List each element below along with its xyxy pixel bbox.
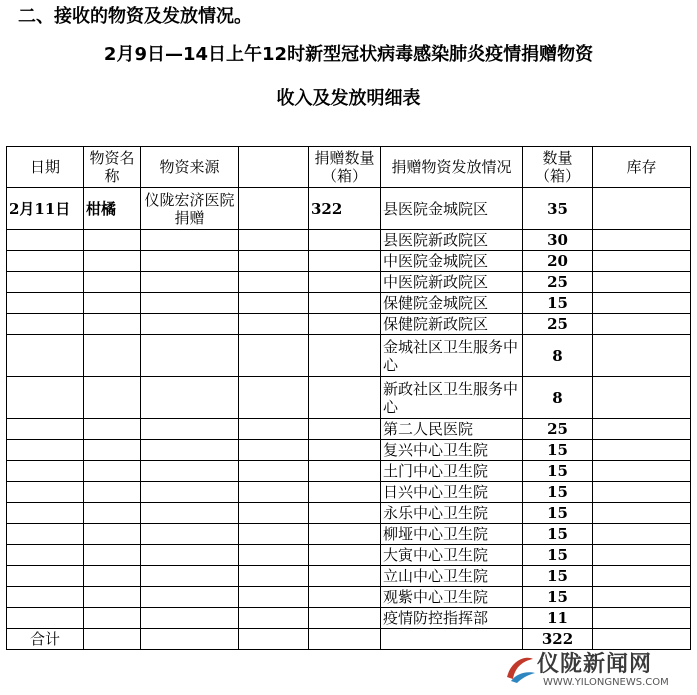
cell-blank bbox=[239, 335, 309, 377]
table-row bbox=[7, 377, 691, 419]
cell-donated bbox=[309, 314, 381, 335]
cell-source bbox=[141, 272, 239, 293]
table-row bbox=[7, 440, 691, 461]
cell-donated bbox=[309, 419, 381, 440]
cell-stock bbox=[593, 503, 691, 524]
header-row bbox=[7, 147, 691, 188]
cell-dest: 大寅中心卫生院 bbox=[381, 545, 523, 566]
cell-date bbox=[7, 314, 84, 335]
cell-donated bbox=[309, 377, 381, 419]
cell-stock bbox=[593, 608, 691, 629]
cell-date bbox=[7, 524, 84, 545]
cell-blank bbox=[239, 545, 309, 566]
cell-blank bbox=[239, 230, 309, 251]
cell-stock bbox=[593, 188, 691, 230]
cell-stock bbox=[593, 251, 691, 272]
cell-stock bbox=[593, 377, 691, 419]
cell-stock bbox=[593, 335, 691, 377]
header-date: 日期 bbox=[7, 147, 84, 188]
cell-item bbox=[84, 440, 141, 461]
cell-donated bbox=[309, 524, 381, 545]
cell-blank bbox=[239, 293, 309, 314]
cell-date bbox=[7, 587, 84, 608]
cell-blank bbox=[239, 587, 309, 608]
cell-qty: 30 bbox=[523, 230, 593, 251]
cell-blank bbox=[239, 188, 309, 230]
cell-dest: 复兴中心卫生院 bbox=[381, 440, 523, 461]
cell-blank bbox=[239, 419, 309, 440]
cell-blank bbox=[239, 503, 309, 524]
cell-stock bbox=[593, 440, 691, 461]
cell-source bbox=[141, 293, 239, 314]
cell-qty: 15 bbox=[523, 587, 593, 608]
cell-blank bbox=[239, 251, 309, 272]
cell-source bbox=[141, 503, 239, 524]
cell-dest: 保健院新政院区 bbox=[381, 314, 523, 335]
cell-date bbox=[7, 335, 84, 377]
cell-item bbox=[84, 524, 141, 545]
cell-item bbox=[84, 251, 141, 272]
table-row bbox=[7, 461, 691, 482]
cell-donated bbox=[309, 545, 381, 566]
cell-date bbox=[7, 503, 84, 524]
cell-date bbox=[7, 251, 84, 272]
cell-date bbox=[7, 377, 84, 419]
cell-source bbox=[141, 524, 239, 545]
cell-dest: 县医院金城院区 bbox=[381, 188, 523, 230]
cell-stock bbox=[593, 293, 691, 314]
cell-item bbox=[84, 230, 141, 251]
cell-item bbox=[84, 545, 141, 566]
table-row bbox=[7, 524, 691, 545]
cell-item bbox=[84, 461, 141, 482]
total-qty: 322 bbox=[523, 629, 593, 650]
cell-blank bbox=[239, 314, 309, 335]
cell-qty: 15 bbox=[523, 461, 593, 482]
cell-qty: 11 bbox=[523, 608, 593, 629]
cell-qty: 8 bbox=[523, 377, 593, 419]
cell-source: 仪陇宏济医院捐赠 bbox=[141, 188, 239, 230]
cell-blank bbox=[239, 440, 309, 461]
cell-source bbox=[141, 251, 239, 272]
watermark bbox=[503, 647, 693, 691]
cell-stock bbox=[593, 419, 691, 440]
cell-stock bbox=[593, 545, 691, 566]
cell-item bbox=[84, 608, 141, 629]
cell-dest: 观紫中心卫生院 bbox=[381, 587, 523, 608]
cell-source bbox=[141, 461, 239, 482]
table-row bbox=[7, 482, 691, 503]
cell-qty: 20 bbox=[523, 251, 593, 272]
cell-source bbox=[141, 545, 239, 566]
cell-stock bbox=[593, 566, 691, 587]
section-heading: 二、接收的物资及发放情况。 bbox=[18, 6, 252, 27]
table-row bbox=[7, 587, 691, 608]
cell-dest: 新政社区卫生服务中心 bbox=[381, 377, 523, 419]
table-row bbox=[7, 314, 691, 335]
cell-date bbox=[7, 419, 84, 440]
cell-stock bbox=[593, 314, 691, 335]
cell-stock bbox=[593, 587, 691, 608]
cell-donated bbox=[309, 440, 381, 461]
cell-dest: 立山中心卫生院 bbox=[381, 566, 523, 587]
cell-donated bbox=[309, 587, 381, 608]
table-row bbox=[7, 335, 691, 377]
cell-item bbox=[84, 293, 141, 314]
cell-donated: 322 bbox=[309, 188, 381, 230]
cell-dest: 中医院新政院区 bbox=[381, 272, 523, 293]
cell-source bbox=[141, 482, 239, 503]
cell-source bbox=[141, 608, 239, 629]
cell-donated bbox=[309, 482, 381, 503]
cell-date: 2月11日 bbox=[7, 188, 84, 230]
cell-source bbox=[141, 335, 239, 377]
cell-stock bbox=[593, 461, 691, 482]
cell-item bbox=[84, 377, 141, 419]
cell-blank bbox=[239, 524, 309, 545]
header-stock: 库存 bbox=[593, 147, 691, 188]
cell-stock bbox=[593, 230, 691, 251]
cell-item bbox=[84, 629, 141, 650]
cell-qty: 15 bbox=[523, 440, 593, 461]
cell-source bbox=[141, 566, 239, 587]
cell-donated bbox=[309, 230, 381, 251]
cell-qty: 15 bbox=[523, 566, 593, 587]
cell-qty: 25 bbox=[523, 314, 593, 335]
donation-table bbox=[6, 146, 691, 650]
cell-dest: 县医院新政院区 bbox=[381, 230, 523, 251]
table-row bbox=[7, 608, 691, 629]
cell-source bbox=[141, 587, 239, 608]
cell-dest bbox=[381, 629, 523, 650]
watermark-url: WWW.YILONGNEWS.COM bbox=[543, 677, 669, 688]
header-qty: 数量（箱） bbox=[523, 147, 593, 188]
cell-source bbox=[141, 629, 239, 650]
table-row bbox=[7, 230, 691, 251]
cell-item bbox=[84, 503, 141, 524]
cell-source bbox=[141, 314, 239, 335]
cell-date bbox=[7, 545, 84, 566]
cell-qty: 25 bbox=[523, 272, 593, 293]
cell-date bbox=[7, 230, 84, 251]
table-title-line1: 2月9日—14日上午12时新型冠状病毒感染肺炎疫情捐赠物资 bbox=[103, 44, 594, 65]
cell-date bbox=[7, 608, 84, 629]
cell-blank bbox=[239, 377, 309, 419]
cell-donated bbox=[309, 461, 381, 482]
total-label: 合计 bbox=[7, 629, 84, 650]
header-source: 物资来源 bbox=[141, 147, 239, 188]
cell-stock bbox=[593, 482, 691, 503]
cell-source bbox=[141, 419, 239, 440]
cell-date bbox=[7, 272, 84, 293]
cell-date bbox=[7, 566, 84, 587]
header-item-name: 物资名称 bbox=[84, 147, 141, 188]
table-row bbox=[7, 293, 691, 314]
header-donated-qty: 捐赠数量（箱） bbox=[309, 147, 381, 188]
cell-donated bbox=[309, 629, 381, 650]
cell-dest: 疫情防控指挥部 bbox=[381, 608, 523, 629]
cell-donated bbox=[309, 608, 381, 629]
cell-blank bbox=[239, 608, 309, 629]
cell-qty: 15 bbox=[523, 545, 593, 566]
table-title-line2: 收入及发放明细表 bbox=[276, 88, 421, 109]
cell-dest: 第二人民医院 bbox=[381, 419, 523, 440]
cell-blank bbox=[239, 461, 309, 482]
cell-date bbox=[7, 461, 84, 482]
cell-qty: 15 bbox=[523, 293, 593, 314]
table-row bbox=[7, 272, 691, 293]
cell-item bbox=[84, 314, 141, 335]
cell-item bbox=[84, 272, 141, 293]
header-distribution: 捐赠物资发放情况 bbox=[381, 147, 523, 188]
header-blank bbox=[239, 147, 309, 188]
cell-dest: 日兴中心卫生院 bbox=[381, 482, 523, 503]
cell-dest: 土门中心卫生院 bbox=[381, 461, 523, 482]
cell-source bbox=[141, 230, 239, 251]
cell-item bbox=[84, 335, 141, 377]
cell-stock bbox=[593, 524, 691, 545]
cell-donated bbox=[309, 503, 381, 524]
watermark-name: 仪陇新闻网 bbox=[537, 652, 653, 677]
cell-date bbox=[7, 482, 84, 503]
cell-donated bbox=[309, 272, 381, 293]
cell-blank bbox=[239, 482, 309, 503]
cell-dest: 保健院金城院区 bbox=[381, 293, 523, 314]
cell-donated bbox=[309, 251, 381, 272]
cell-source bbox=[141, 377, 239, 419]
table-row bbox=[7, 503, 691, 524]
cell-blank bbox=[239, 566, 309, 587]
cell-item bbox=[84, 566, 141, 587]
cell-donated bbox=[309, 293, 381, 314]
cell-qty: 15 bbox=[523, 482, 593, 503]
cell-stock bbox=[593, 272, 691, 293]
cell-dest: 永乐中心卫生院 bbox=[381, 503, 523, 524]
table-row bbox=[7, 545, 691, 566]
cell-date bbox=[7, 293, 84, 314]
cell-dest: 金城社区卫生服务中心 bbox=[381, 335, 523, 377]
cell-date bbox=[7, 440, 84, 461]
cell-qty: 15 bbox=[523, 524, 593, 545]
cell-donated bbox=[309, 335, 381, 377]
table-row bbox=[7, 419, 691, 440]
cell-item bbox=[84, 419, 141, 440]
cell-blank bbox=[239, 272, 309, 293]
cell-item bbox=[84, 482, 141, 503]
table-row bbox=[7, 566, 691, 587]
cell-item: 柑橘 bbox=[84, 188, 141, 230]
cell-qty: 35 bbox=[523, 188, 593, 230]
site-logo-icon bbox=[503, 651, 537, 685]
table-row bbox=[7, 188, 691, 230]
cell-item bbox=[84, 587, 141, 608]
table-body bbox=[7, 188, 691, 650]
cell-dest: 柳垭中心卫生院 bbox=[381, 524, 523, 545]
cell-qty: 15 bbox=[523, 503, 593, 524]
cell-source bbox=[141, 440, 239, 461]
cell-dest: 中医院金城院区 bbox=[381, 251, 523, 272]
cell-qty: 25 bbox=[523, 419, 593, 440]
cell-donated bbox=[309, 566, 381, 587]
table-row bbox=[7, 251, 691, 272]
cell-blank bbox=[239, 629, 309, 650]
cell-qty: 8 bbox=[523, 335, 593, 377]
